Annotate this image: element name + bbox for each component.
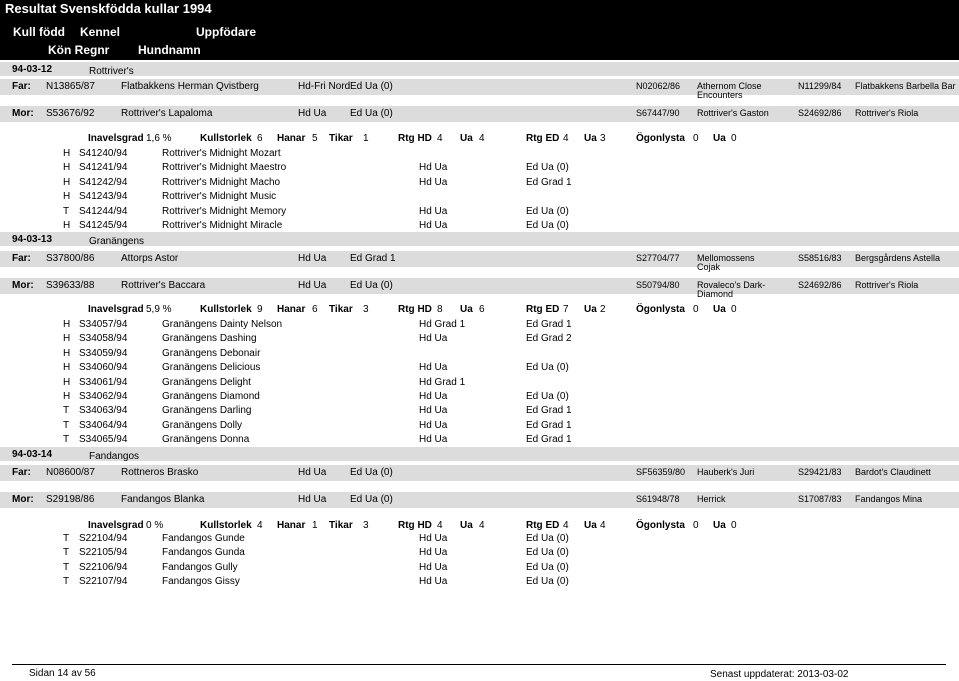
mor-name: Fandangos Blanka	[121, 494, 205, 505]
stat-ed-ua-value: 4	[600, 520, 606, 531]
pup-sex: T	[63, 576, 70, 587]
far-dam-name: Bardot's Claudinett	[855, 467, 931, 477]
stat-tikar-label: Tikar	[329, 520, 353, 531]
far-label: Far:	[12, 81, 31, 92]
far-sire-regnr: N02062/86	[636, 81, 681, 91]
pup-sex: H	[63, 148, 71, 159]
footer-updated: Senast uppdaterat: 2013-03-02	[710, 669, 849, 680]
pup-sex: H	[63, 362, 71, 373]
footer-divider	[12, 664, 946, 665]
mor-sire-name: Rottriver's Gaston	[697, 108, 769, 118]
mor-dam-regnr: S24692/86	[798, 108, 842, 118]
pup-ed: Ed Ua (0)	[526, 206, 569, 217]
pup-name: Granängens Diamond	[162, 391, 260, 402]
mor-dam-regnr: S24692/86	[798, 280, 842, 290]
mor-sire-regnr: S67447/90	[636, 108, 680, 118]
pup-hd: Hd Grad 1	[419, 319, 466, 330]
stat-inavelsgrad-value: 1,6 %	[146, 133, 172, 144]
stat-kullstorlek-value: 6	[257, 133, 263, 144]
pup-ed: Ed Grad 1	[526, 434, 572, 445]
far-regnr: N08600/87	[46, 467, 95, 478]
pup-regnr: S34058/94	[79, 333, 128, 344]
pup-ed: Ed Ua (0)	[526, 533, 569, 544]
far-dam-regnr: N11299/84	[798, 81, 842, 91]
pup-ed: Ed Ua (0)	[526, 362, 569, 373]
pup-regnr: S41243/94	[79, 191, 128, 202]
pup-sex: T	[63, 562, 70, 573]
pup-sex: H	[63, 162, 71, 173]
stat-ogonlysta-value: 0	[693, 520, 699, 531]
litter-header-band	[0, 62, 959, 76]
stat-rtg-ed-label: Rtg ED	[526, 133, 560, 144]
stat-kullstorlek-label: Kullstorlek	[200, 304, 252, 315]
mor-dam-regnr: S17087/83	[798, 494, 842, 504]
mor-hd: Hd Ua	[298, 108, 327, 119]
far-name: Flatbakkens Herman Qvistberg	[121, 81, 259, 92]
pup-name: Granängens Dainty Nelson	[162, 319, 283, 330]
pup-ed: Ed Ua (0)	[526, 547, 569, 558]
stat-rtg-hd-value: 4	[437, 520, 443, 531]
pup-regnr: S34062/94	[79, 391, 128, 402]
stat-rtg-hd-value: 8	[437, 304, 443, 315]
pup-sex: H	[63, 348, 71, 359]
pup-ed: Ed Grad 1	[526, 420, 572, 431]
pup-sex: H	[63, 220, 71, 231]
pup-sex: T	[63, 405, 70, 416]
pup-ed: Ed Ua (0)	[526, 562, 569, 573]
pup-name: Rottriver's Midnight Miracle	[162, 220, 283, 231]
col-kennel: Kennel	[80, 25, 121, 39]
pup-regnr: S41240/94	[79, 148, 128, 159]
mor-name: Rottriver's Baccara	[121, 280, 206, 291]
litter-date: 94-03-14	[12, 449, 53, 460]
stat-ed-ua-label: Ua	[584, 520, 597, 531]
pup-ed: Ed Grad 1	[526, 177, 572, 188]
far-sire-name: Hauberk's Juri	[697, 467, 755, 477]
pup-regnr: S34063/94	[79, 405, 128, 416]
stat-kullstorlek-value: 9	[257, 304, 263, 315]
stat-hd-ua-value: 6	[479, 304, 485, 315]
stat-ogon-ua-label: Ua	[713, 304, 726, 315]
col-hundnamn: Hundnamn	[138, 43, 201, 57]
pup-name: Fandangos Gunda	[162, 547, 245, 558]
mor-ed: Ed Ua (0)	[350, 280, 393, 291]
stat-ogon-ua-value: 0	[731, 304, 737, 315]
pup-regnr: S34065/94	[79, 434, 128, 445]
stat-hd-ua-label: Ua	[460, 304, 473, 315]
mor-sire-regnr: S61948/78	[636, 494, 680, 504]
pup-name: Rottriver's Midnight Maestro	[162, 162, 287, 173]
far-regnr: S37800/86	[46, 253, 95, 264]
pup-regnr: S34059/94	[79, 348, 128, 359]
stat-kullstorlek-label: Kullstorlek	[200, 133, 252, 144]
pup-name: Granängens Darling	[162, 405, 252, 416]
pup-name: Granängens Delicious	[162, 362, 261, 373]
litter-kennel: Fandangos	[89, 451, 140, 462]
pup-name: Rottriver's Midnight Music	[162, 191, 277, 202]
pup-regnr: S22106/94	[79, 562, 128, 573]
col-kon-regnr: Kön Regnr	[48, 43, 110, 57]
pup-sex: T	[63, 547, 70, 558]
mor-dam-name: Rottriver's Riola	[855, 108, 919, 118]
stat-hanar-value: 6	[312, 304, 318, 315]
stat-rtg-ed-value: 4	[563, 133, 569, 144]
pup-hd: Hd Ua	[419, 333, 448, 344]
stat-ogonlysta-value: 0	[693, 304, 699, 315]
stat-ed-ua-label: Ua	[584, 304, 597, 315]
pup-sex: T	[63, 533, 70, 544]
pup-regnr: S22105/94	[79, 547, 128, 558]
pup-regnr: S41242/94	[79, 177, 128, 188]
pup-ed: Ed Ua (0)	[526, 391, 569, 402]
stat-rtg-hd-label: Rtg HD	[398, 520, 432, 531]
pup-name: Granängens Donna	[162, 434, 250, 445]
stat-tikar-label: Tikar	[329, 133, 353, 144]
pup-regnr: S34061/94	[79, 377, 128, 388]
stat-tikar-value: 3	[363, 520, 369, 531]
stat-rtg-ed-label: Rtg ED	[526, 520, 560, 531]
stat-hd-ua-label: Ua	[460, 133, 473, 144]
stat-hanar-value: 1	[312, 520, 318, 531]
far-dam-regnr: S29421/83	[798, 467, 842, 477]
mor-hd: Hd Ua	[298, 494, 327, 505]
litter-date: 94-03-12	[12, 64, 53, 75]
far-dam-regnr: S58516/83	[798, 253, 842, 263]
litter-date: 94-03-13	[12, 234, 53, 245]
mor-regnr: S39633/88	[46, 280, 95, 291]
far-sire-regnr: S27704/77	[636, 253, 680, 263]
pup-ed: Ed Grad 1	[526, 319, 572, 330]
stat-ogon-ua-value: 0	[731, 520, 737, 531]
stat-tikar-value: 3	[363, 304, 369, 315]
stat-hanar-label: Hanar	[277, 520, 306, 531]
mor-ed: Ed Ua (0)	[350, 494, 393, 505]
stat-rtg-ed-value: 4	[563, 520, 569, 531]
pup-sex: T	[63, 206, 70, 217]
stat-hd-ua-value: 4	[479, 520, 485, 531]
stat-ed-ua-value: 2	[600, 304, 606, 315]
far-hd: Hd Ua	[298, 467, 327, 478]
pup-ed: Ed Grad 1	[526, 405, 572, 416]
pup-hd: Hd Ua	[419, 362, 448, 373]
col-kull-fodd: Kull född	[13, 25, 65, 39]
pup-regnr: S22104/94	[79, 533, 128, 544]
far-dam-name: Flatbakkens Barbella Bar	[855, 81, 956, 91]
mor-regnr: S53676/92	[46, 108, 95, 119]
mor-hd: Hd Ua	[298, 280, 327, 291]
stat-tikar-value: 1	[363, 133, 369, 144]
pup-hd: Hd Ua	[419, 405, 448, 416]
stat-kullstorlek-label: Kullstorlek	[200, 520, 252, 531]
pup-sex: H	[63, 319, 71, 330]
pup-hd: Hd Ua	[419, 220, 448, 231]
mor-sire-name: Herrick	[697, 494, 726, 504]
pup-hd: Hd Ua	[419, 177, 448, 188]
pup-sex: H	[63, 191, 71, 202]
stat-rtg-ed-value: 7	[563, 304, 569, 315]
stat-inavelsgrad-value: 0 %	[146, 520, 164, 531]
mor-regnr: S29198/86	[46, 494, 95, 505]
pup-sex: H	[63, 177, 71, 188]
pup-name: Granängens Dashing	[162, 333, 257, 344]
pup-regnr: S34057/94	[79, 319, 128, 330]
stat-ogon-ua-label: Ua	[713, 133, 726, 144]
mor-label: Mor:	[12, 108, 34, 119]
pup-hd: Hd Ua	[419, 162, 448, 173]
far-sire-name: Mellomossens Cojak	[697, 253, 755, 272]
stat-inavelsgrad-value: 5,9 %	[146, 304, 172, 315]
stat-rtg-hd-label: Rtg HD	[398, 304, 432, 315]
stat-ogon-ua-label: Ua	[713, 520, 726, 531]
page-title: Resultat Svenskfödda kullar 1994	[5, 1, 212, 16]
pup-hd: Hd Grad 1	[419, 377, 466, 388]
stat-kullstorlek-value: 4	[257, 520, 263, 531]
pup-name: Fandangos Gully	[162, 562, 238, 573]
pup-hd: Hd Ua	[419, 391, 448, 402]
pup-regnr: S41244/94	[79, 206, 128, 217]
pup-sex: T	[63, 434, 70, 445]
far-label: Far:	[12, 253, 31, 264]
pup-sex: H	[63, 391, 71, 402]
mor-sire-regnr: S50794/80	[636, 280, 680, 290]
pup-hd: Hd Ua	[419, 562, 448, 573]
stat-ed-ua-label: Ua	[584, 133, 597, 144]
litter-header-band	[0, 447, 959, 461]
pup-regnr: S22107/94	[79, 576, 128, 587]
stat-hanar-label: Hanar	[277, 133, 306, 144]
far-name: Rottneros Brasko	[121, 467, 199, 478]
pup-ed: Ed Grad 2	[526, 333, 572, 344]
stat-inavelsgrad-label: Inavelsgrad	[88, 133, 144, 144]
mor-ed: Ed Ua (0)	[350, 108, 393, 119]
pup-name: Granängens Delight	[162, 377, 251, 388]
pup-name: Rottriver's Midnight Macho	[162, 177, 281, 188]
pup-regnr: S41245/94	[79, 220, 128, 231]
pup-hd: Hd Ua	[419, 434, 448, 445]
stat-hanar-value: 5	[312, 133, 318, 144]
stat-ogonlysta-label: Ögonlysta	[636, 520, 685, 531]
stat-ogonlysta-label: Ögonlysta	[636, 133, 685, 144]
pup-regnr: S34060/94	[79, 362, 128, 373]
stat-hd-ua-value: 4	[479, 133, 485, 144]
stat-rtg-ed-label: Rtg ED	[526, 304, 560, 315]
pup-sex: T	[63, 420, 70, 431]
litter-kennel: Granängens	[89, 236, 145, 247]
far-regnr: N13865/87	[46, 81, 95, 92]
pup-ed: Ed Ua (0)	[526, 162, 569, 173]
stat-hanar-label: Hanar	[277, 304, 306, 315]
far-label: Far:	[12, 467, 31, 478]
far-ed: Ed Grad 1	[350, 253, 396, 264]
pup-regnr: S34064/94	[79, 420, 128, 431]
far-hd: Hd Ua	[298, 253, 327, 264]
stat-inavelsgrad-label: Inavelsgrad	[88, 520, 144, 531]
stat-ed-ua-value: 3	[600, 133, 606, 144]
far-ed: Ed Ua (0)	[350, 81, 393, 92]
mor-sire-name: Rovaleco's Dark-Diamond	[697, 280, 766, 299]
pup-hd: Hd Ua	[419, 547, 448, 558]
pup-name: Fandangos Gunde	[162, 533, 245, 544]
mor-name: Rottriver's Lapaloma	[121, 108, 213, 119]
pup-name: Granängens Dolly	[162, 420, 243, 431]
stat-rtg-hd-label: Rtg HD	[398, 133, 432, 144]
report-header	[0, 0, 959, 60]
far-ed: Ed Ua (0)	[350, 467, 393, 478]
litter-kennel: Rottriver's	[89, 66, 134, 77]
far-dam-name: Bergsgårdens Astella	[855, 253, 941, 263]
stat-tikar-label: Tikar	[329, 304, 353, 315]
stat-hd-ua-label: Ua	[460, 520, 473, 531]
pup-name: Fandangos Gissy	[162, 576, 240, 587]
stat-ogon-ua-value: 0	[731, 133, 737, 144]
stat-ogonlysta-value: 0	[693, 133, 699, 144]
pup-regnr: S41241/94	[79, 162, 128, 173]
far-sire-regnr: SF56359/80	[636, 467, 686, 477]
pup-name: Rottriver's Midnight Memory	[162, 206, 287, 217]
far-name: Attorps Astor	[121, 253, 179, 264]
mor-dam-name: Fandangos Mina	[855, 494, 923, 504]
pup-hd: Hd Ua	[419, 533, 448, 544]
pup-name: Granängens Debonair	[162, 348, 261, 359]
footer-page-number: Sidan 14 av 56	[29, 668, 96, 679]
pup-name: Rottriver's Midnight Mozart	[162, 148, 281, 159]
pup-sex: H	[63, 377, 71, 388]
mor-label: Mor:	[12, 280, 34, 291]
stat-inavelsgrad-label: Inavelsgrad	[88, 304, 144, 315]
pup-hd: Hd Ua	[419, 206, 448, 217]
pup-ed: Ed Ua (0)	[526, 576, 569, 587]
pup-sex: H	[63, 333, 71, 344]
far-sire-name: Athernom Close Encounters	[697, 81, 762, 100]
stat-ogonlysta-label: Ögonlysta	[636, 304, 685, 315]
pup-hd: Hd Ua	[419, 420, 448, 431]
stat-rtg-hd-value: 4	[437, 133, 443, 144]
mor-dam-name: Rottriver's Riola	[855, 280, 919, 290]
pup-hd: Hd Ua	[419, 576, 448, 587]
col-uppfodare: Uppfödare	[196, 25, 256, 39]
pup-ed: Ed Ua (0)	[526, 220, 569, 231]
far-hd: Hd-Fri Nord	[298, 81, 351, 92]
mor-label: Mor:	[12, 494, 34, 505]
